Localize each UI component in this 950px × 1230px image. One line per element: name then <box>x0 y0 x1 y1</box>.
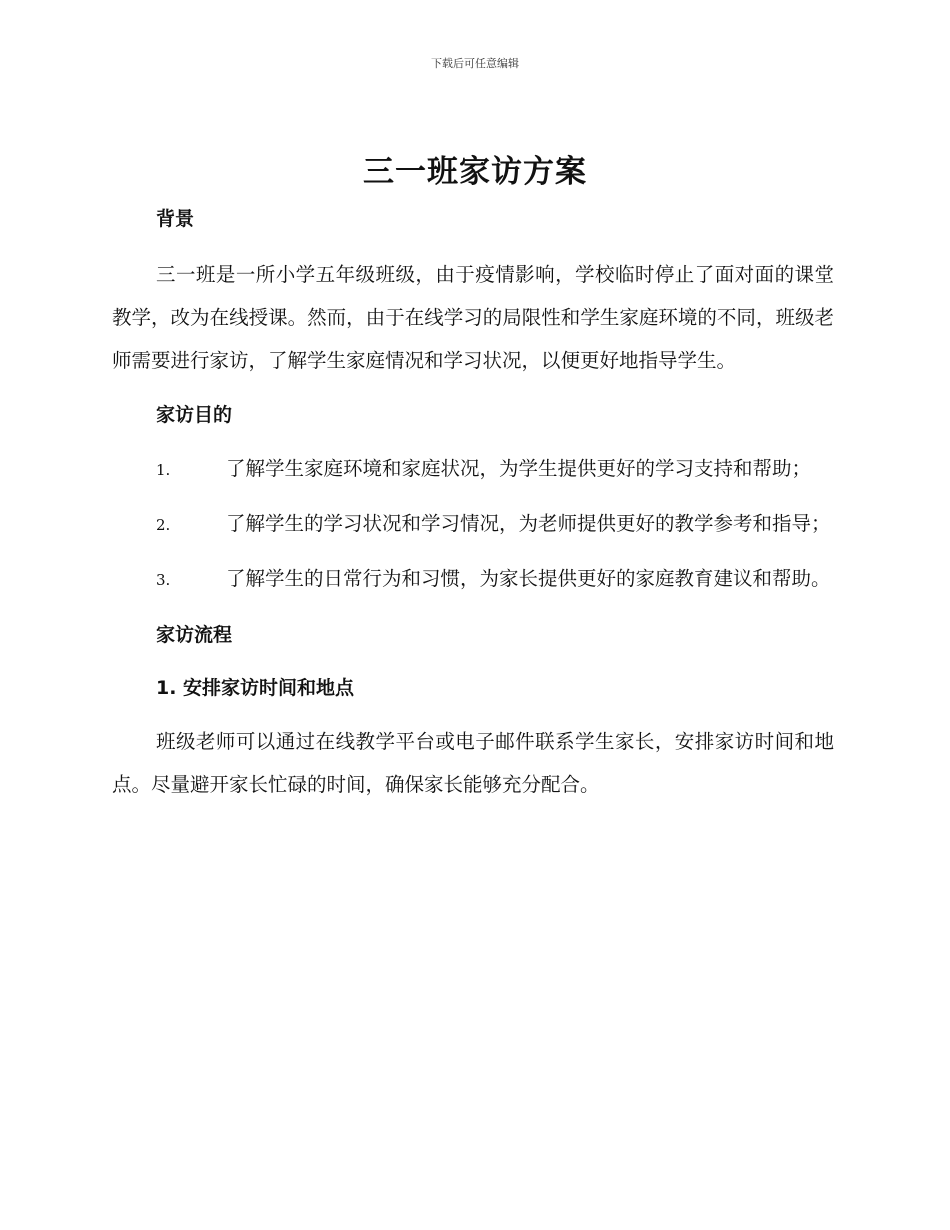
purpose-item-1 <box>112 447 834 492</box>
background-paragraph: 三一班是一所小学五年级班级，由于疫情影响，学校临时停止了面对面的课堂教学，改为在线授课。然而，由于在线学习的局限性和学生家庭环境的不同，班级老师需要进行家访，了解学生家庭情况和学习状况，以便更好地指导学生。 <box>112 263 834 372</box>
list-item-text: 了解学生的日常行为和习惯，为家长提供更好的家庭教育建议和帮助。 <box>226 567 831 590</box>
section-heading-process: 家访流程 <box>156 624 233 646</box>
section-heading-purpose: 家访目的 <box>156 404 233 426</box>
list-item-text: 了解学生家庭环境和家庭状况，为学生提供更好的学习支持和帮助； <box>226 457 812 480</box>
document-body <box>112 198 834 806</box>
section-heading-background: 背景 <box>156 208 195 230</box>
header-note: 下载后可任意编辑 <box>431 57 519 70</box>
list-number: 2. <box>156 516 171 534</box>
purpose-item-3 <box>112 557 834 602</box>
list-number: 3. <box>156 571 171 589</box>
page-title: 三一班家访方案 <box>363 154 587 190</box>
list-number: 1. <box>156 461 171 479</box>
step-1-paragraph: 班级老师可以通过在线教学平台或电子邮件联系学生家长，安排家访时间和地点。尽量避开家长忙碌的时间，确保家长能够充分配合。 <box>112 730 834 796</box>
list-item-text: 了解学生的学习状况和学习情况，为老师提供更好的教学参考和指导； <box>226 512 831 535</box>
purpose-item-2 <box>112 502 834 547</box>
step-heading-1: 1. 安排家访时间和地点 <box>156 677 355 699</box>
